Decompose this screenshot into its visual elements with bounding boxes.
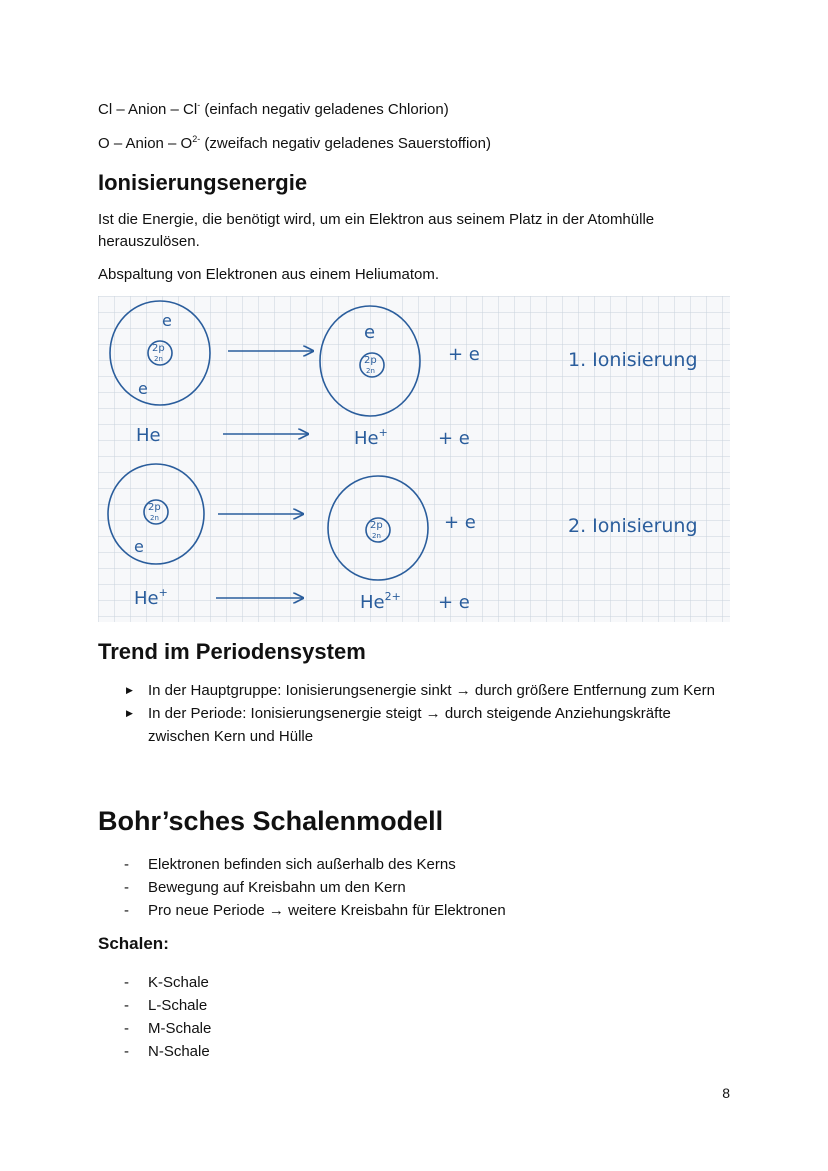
plus-electron: + e — [444, 512, 476, 533]
label-first-ionisation: 1. Ionisierung — [568, 349, 698, 371]
ion-line-chloride: Cl – Anion – Cl- (einfach negativ geladenes Chlorion) — [98, 100, 449, 118]
nucleus-label: 2p — [364, 355, 377, 366]
equation-left: He — [136, 425, 161, 446]
list-item: - L-Schale — [120, 994, 211, 1017]
plus-electron: + e — [438, 428, 470, 449]
page-number: 8 — [722, 1085, 730, 1101]
list-item: - Bewegung auf Kreisbahn um den Kern — [120, 876, 506, 899]
trend-list — [120, 679, 740, 748]
helium-ionisation-sketch — [98, 296, 730, 622]
nucleus-label-2: 2n — [372, 532, 381, 540]
bohr-list — [120, 853, 506, 922]
list-item: - K-Schale — [120, 971, 211, 994]
plus-electron: + e — [448, 344, 480, 365]
electron-label: e — [134, 537, 144, 556]
nucleus-label-2: 2n — [154, 355, 163, 363]
label-second-ionisation: 2. Ionisierung — [568, 515, 698, 537]
nucleus-label: 2p — [148, 502, 161, 513]
list-item: - Pro neue Periode → weitere Kreisbahn für Elektronen — [120, 899, 506, 922]
shell-list — [120, 971, 211, 1063]
heading-schalen: Schalen: — [98, 934, 169, 953]
list-item: - Elektronen befinden sich außerhalb des Kerns — [120, 853, 506, 876]
electron-label: e — [364, 322, 376, 343]
electron-label: e — [138, 379, 148, 398]
definition-text: Ist die Energie, die benötigt wird, um ein Elektron aus seinem Platz in der Atomhülle herauszulösen. — [98, 211, 655, 250]
graph-paper-grid — [98, 296, 730, 622]
nucleus-label: 2p — [152, 343, 165, 354]
heading-trend: Trend im Periodensystem — [98, 639, 366, 664]
equation-right: $He^{2+}$ — [360, 590, 401, 613]
equation-right: He+ — [354, 426, 388, 449]
nucleus-label-2: 2n — [366, 367, 375, 375]
list-item: ▶ In der Hauptgruppe: Ionisierungsenergie sinkt → durch größere Entfernung zum Kern — [120, 679, 740, 702]
heading-bohr: Bohr’sches Schalenmodell — [98, 806, 444, 836]
nucleus-label-2: 2n — [150, 514, 159, 522]
nucleus-label: 2p — [370, 520, 383, 531]
electron-label: e — [162, 311, 172, 330]
list-item: - M-Schale — [120, 1017, 211, 1040]
sketch-caption: Abspaltung von Elektronen aus einem Heliumatom. — [98, 266, 440, 283]
equation-left: He+ — [134, 586, 168, 609]
plus-electron: + e — [438, 592, 470, 613]
list-item: ▶ In der Periode: Ionisierungsenergie steigt → durch steigende Anziehungskräfte zwischen Kern und Hülle — [120, 702, 708, 748]
heading-ionisierungsenergie: Ionisierungsenergie — [98, 170, 308, 195]
ion-line-oxide: O – Anion – $O^{2-}$ (zweifach negativ geladenes Sauerstoffion) — [98, 134, 491, 152]
list-item: - N-Schale — [120, 1040, 211, 1063]
